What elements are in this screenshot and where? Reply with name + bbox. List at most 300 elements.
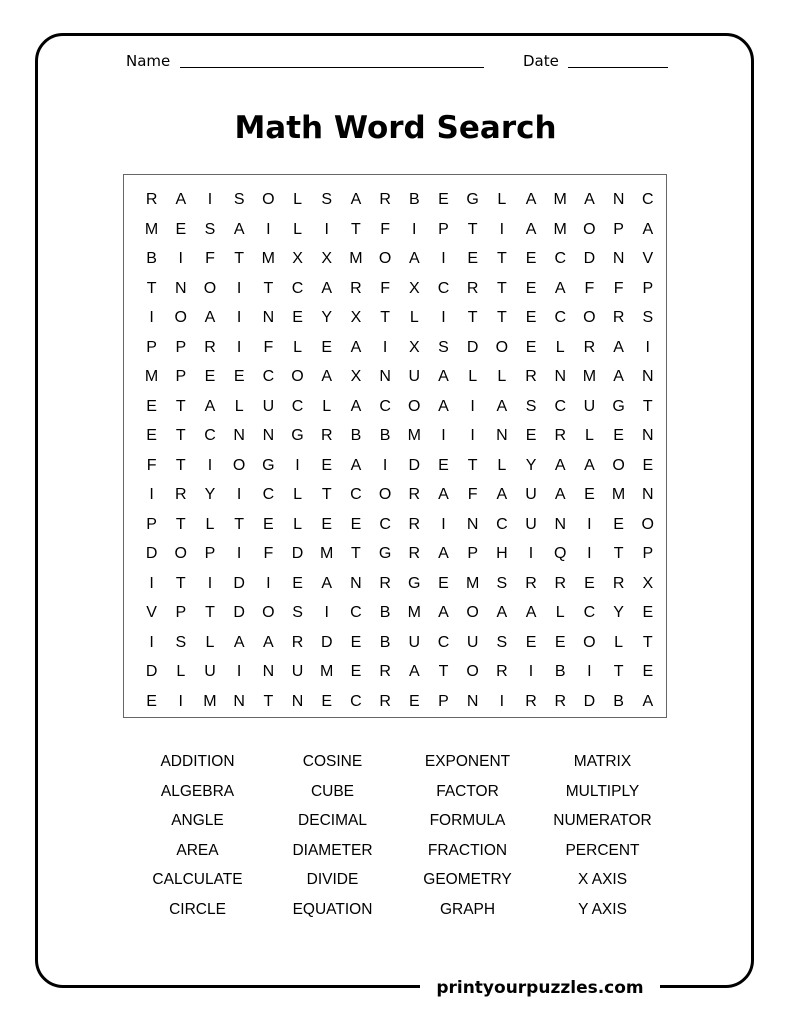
grid-letter: T <box>613 545 624 562</box>
grid-letter: I <box>324 220 329 238</box>
grid-row <box>137 362 662 392</box>
grid-letter: T <box>146 279 157 297</box>
grid-letter: I <box>499 692 505 710</box>
grid-letter: R <box>350 279 362 297</box>
grid-letter: I <box>645 338 650 356</box>
grid-letter: X <box>292 250 303 267</box>
grid-letter: I <box>587 663 592 680</box>
grid-letter: L <box>497 368 507 385</box>
grid-letter: R <box>379 191 391 208</box>
grid-letter: I <box>178 250 183 267</box>
grid-letter: L <box>205 515 215 533</box>
grid-letter: F <box>613 279 624 297</box>
word-list-item: CUBE <box>310 782 355 800</box>
grid-letter: S <box>642 309 654 326</box>
grid-letter: N <box>612 250 625 267</box>
grid-letter: P <box>642 545 654 562</box>
grid-letter: I <box>236 663 242 680</box>
grid-letter: R <box>320 427 333 444</box>
grid-letter: R <box>612 574 625 592</box>
grid-letter: L <box>555 604 565 621</box>
grid-row <box>137 657 662 687</box>
grid-row <box>137 687 662 717</box>
grid-letter: C <box>437 279 450 297</box>
grid-letter: A <box>642 692 654 710</box>
grid-letter: X <box>350 309 362 326</box>
grid-letter: C <box>350 692 362 710</box>
grid-letter: M <box>465 574 480 592</box>
word-list-item: Y AXIS <box>578 900 627 918</box>
grid-letter: X <box>350 368 362 385</box>
grid-letter: M <box>261 250 275 267</box>
grid-letter: T <box>351 545 361 562</box>
grid-letter: E <box>350 633 362 651</box>
grid-letter: A <box>525 220 537 238</box>
grid-letter: Q <box>553 545 567 562</box>
grid-letter: I <box>149 574 154 592</box>
grid-letter: L <box>205 633 215 651</box>
grid-letter: N <box>350 574 362 592</box>
grid-letter: A <box>438 397 449 415</box>
grid-letter: I <box>470 427 475 444</box>
grid-letter: N <box>554 368 566 385</box>
grid-letter: E <box>525 338 537 356</box>
grid-letter: P <box>204 545 216 562</box>
grid-letter: L <box>409 309 419 326</box>
grid-letter: S <box>233 191 245 208</box>
grid-letter: I <box>178 692 183 710</box>
grid-letter: B <box>613 692 624 710</box>
grid-letter: A <box>554 279 566 297</box>
grid-letter: A <box>204 397 216 415</box>
grid-letter: E <box>554 633 566 651</box>
grid-letter: N <box>612 191 625 208</box>
grid-row <box>137 510 662 540</box>
grid-letter: L <box>584 427 594 444</box>
grid-letter: T <box>642 397 653 415</box>
grid-letter: C <box>554 250 566 267</box>
grid-letter: E <box>292 574 303 592</box>
grid-letter: T <box>263 692 274 710</box>
grid-letter: P <box>175 338 187 356</box>
grid-letter: M <box>320 663 334 680</box>
word-list-item: DECIMAL <box>298 812 367 829</box>
grid-letter: L <box>293 486 302 503</box>
grid-letter: I <box>528 663 534 680</box>
grid-letter: S <box>438 338 449 356</box>
grid-letter: G <box>378 545 392 562</box>
grid-letter: I <box>382 338 388 356</box>
grid-letter: L <box>497 191 507 208</box>
grid-letter: C <box>642 191 654 208</box>
grid-letter: C <box>350 604 362 621</box>
grid-letter: B <box>379 427 391 444</box>
grid-letter: R <box>496 663 508 680</box>
grid-letter: C <box>291 397 304 415</box>
grid-letter: A <box>350 397 362 415</box>
grid-letter: U <box>262 397 275 415</box>
grid-letter: I <box>149 486 154 503</box>
grid-letter: T <box>175 574 186 592</box>
grid-letter: N <box>642 486 654 503</box>
grid-letter: L <box>176 663 186 680</box>
grid-letter: E <box>408 692 420 710</box>
grid-letter: T <box>467 456 478 474</box>
grid-letter: L <box>293 338 302 356</box>
grid-letter: T <box>175 456 186 474</box>
grid-letter: A <box>438 368 449 385</box>
grid-letter: I <box>441 250 446 267</box>
grid-letter: C <box>379 515 391 533</box>
grid-letter: T <box>321 486 332 503</box>
grid-letter: A <box>204 309 216 326</box>
grid-letter: T <box>496 250 507 267</box>
grid-letter: C <box>350 486 362 503</box>
grid-row <box>137 480 662 510</box>
grid-letter: N <box>466 692 479 710</box>
grid-letter: F <box>467 486 478 503</box>
grid-letter: I <box>587 545 592 562</box>
name-label: Name <box>126 52 171 70</box>
grid-letter: I <box>324 604 329 621</box>
grid-letter: A <box>496 604 508 621</box>
grid-letter: S <box>496 633 508 651</box>
grid-row <box>137 244 662 274</box>
grid-letter: S <box>204 220 216 238</box>
grid-letter: A <box>554 486 566 503</box>
word-list-item: EXPONENT <box>424 753 511 770</box>
grid-letter: I <box>412 220 417 238</box>
grid-letter: A <box>584 456 595 474</box>
grid-letter: M <box>144 368 159 385</box>
grid-letter: E <box>438 574 449 592</box>
grid-letter: R <box>175 486 187 503</box>
grid-letter: B <box>554 663 566 680</box>
grid-letter: T <box>205 604 215 621</box>
grid-letter: I <box>587 515 592 533</box>
grid-letter: E <box>525 427 537 444</box>
grid-letter: E <box>525 250 537 267</box>
grid-letter: P <box>642 279 654 297</box>
grid-letter: D <box>466 338 479 356</box>
grid-letter: D <box>583 692 596 710</box>
grid-letter: L <box>293 220 302 238</box>
grid-letter: D <box>233 574 245 592</box>
grid-letter: O <box>174 309 187 326</box>
grid-letter: T <box>467 309 478 326</box>
word-list-item: COSINE <box>302 753 363 770</box>
grid-letter: G <box>408 574 421 592</box>
grid-letter: A <box>321 574 333 592</box>
grid-letter: I <box>236 309 242 326</box>
grid-letter: R <box>145 191 158 208</box>
grid-letter: O <box>583 220 596 238</box>
grid-letter: E <box>146 692 157 710</box>
date-line <box>568 67 668 68</box>
grid-letter: E <box>467 250 478 267</box>
grid-letter: A <box>525 191 537 208</box>
grid-letter: D <box>291 545 304 562</box>
grid-letter: I <box>207 191 213 208</box>
grid-letter: B <box>379 604 391 621</box>
grid-letter: P <box>146 515 157 533</box>
grid-letter: H <box>496 545 508 562</box>
grid-letter: D <box>320 633 333 651</box>
grid-letter: E <box>438 456 449 474</box>
grid-letter: F <box>205 250 215 267</box>
grid-letter: P <box>438 692 449 710</box>
grid-letter: A <box>642 220 654 238</box>
grid-letter: I <box>207 574 213 592</box>
grid-letter: C <box>583 604 596 621</box>
grid-letter: D <box>583 250 596 267</box>
grid-letter: N <box>233 692 245 710</box>
grid-letter: N <box>466 515 479 533</box>
word-list-item: EQUATION <box>292 900 373 918</box>
grid-letter: R <box>554 574 566 592</box>
grid-letter: C <box>291 279 304 297</box>
grid-letter: N <box>262 427 275 444</box>
grid-letter: S <box>321 191 333 208</box>
grid-letter: E <box>584 486 595 503</box>
grid-letter: I <box>236 279 242 297</box>
grid-letter: L <box>468 368 478 385</box>
grid-letter: R <box>583 338 596 356</box>
grid-letter: X <box>642 574 654 592</box>
grid-letter: D <box>145 545 158 562</box>
grid-letter: I <box>441 515 446 533</box>
grid-letter: R <box>554 427 566 444</box>
grid-letter: C <box>262 486 275 503</box>
word-list-item: PERCENT <box>565 841 640 859</box>
grid-letter: T <box>380 309 390 326</box>
grid-letter: L <box>293 515 302 533</box>
grid-letter: A <box>175 191 187 208</box>
grid-letter: O <box>378 250 392 267</box>
grid-letter: X <box>408 279 420 297</box>
word-list-item: FACTOR <box>436 782 499 800</box>
grid-letter: R <box>408 545 421 562</box>
grid-row <box>137 185 662 215</box>
grid-letter: T <box>496 309 507 326</box>
grid-letter: M <box>611 486 626 503</box>
grid-letter: L <box>497 456 507 474</box>
grid-row <box>137 598 662 628</box>
grid-letter: R <box>379 692 391 710</box>
grid-letter: T <box>263 279 274 297</box>
grid-letter: M <box>553 220 567 238</box>
grid-letter: A <box>350 191 362 208</box>
grid-letter: T <box>175 427 186 444</box>
grid-letter: O <box>641 515 654 533</box>
grid-letter: O <box>232 456 246 474</box>
grid-letter: U <box>408 633 421 651</box>
word-list-item: GEOMETRY <box>423 871 512 888</box>
grid-letter: N <box>379 368 391 385</box>
grid-letter: C <box>496 515 508 533</box>
grid-letter: A <box>350 456 362 474</box>
grid-letter: O <box>495 338 509 356</box>
grid-letter: E <box>292 309 303 326</box>
word-list-item: FRACTION <box>427 841 508 859</box>
grid-letter: A <box>233 220 245 238</box>
grid-letter: I <box>266 220 271 238</box>
footer-site: printyourpuzzles.com <box>420 975 660 1001</box>
grid-row <box>137 451 662 481</box>
grid-letter: M <box>553 191 567 208</box>
grid-letter: N <box>291 692 304 710</box>
word-list-item: MULTIPLY <box>565 782 640 800</box>
grid-letter: R <box>291 633 304 651</box>
word-list-item: DIAMETER <box>292 841 373 859</box>
grid-letter: T <box>175 515 186 533</box>
grid-letter: R <box>466 279 479 297</box>
grid-letter: E <box>613 515 624 533</box>
grid-letter: Y <box>204 486 216 503</box>
grid-letter: L <box>555 338 565 356</box>
grid-letter: E <box>584 574 595 592</box>
word-list-item: NUMERATOR <box>553 812 652 829</box>
grid-letter: F <box>263 338 274 356</box>
grid-letter: R <box>525 368 537 385</box>
grid-letter: M <box>144 220 159 238</box>
grid-letter: E <box>146 397 157 415</box>
grid-letter: L <box>234 397 244 415</box>
grid-letter: R <box>612 309 625 326</box>
grid-letter: T <box>234 250 245 267</box>
grid-letter: S <box>496 574 508 592</box>
grid-letter: S <box>525 397 537 415</box>
grid-letter: I <box>528 545 534 562</box>
grid-row <box>137 215 662 245</box>
grid-letter: O <box>262 191 275 208</box>
grid-letter: E <box>525 633 537 651</box>
word-list-item: DIVIDE <box>306 871 359 888</box>
grid-letter: G <box>466 191 479 208</box>
grid-letter: C <box>554 309 566 326</box>
grid-letter: T <box>175 397 186 415</box>
grid-letter: E <box>233 368 245 385</box>
grid-letter: C <box>554 397 566 415</box>
grid-letter: O <box>583 633 596 651</box>
grid-letter: M <box>320 545 334 562</box>
grid-letter: E <box>525 309 537 326</box>
grid-letter: I <box>266 574 271 592</box>
word-list-item: ANGLE <box>171 812 224 829</box>
grid-letter: I <box>236 486 242 503</box>
grid-letter: P <box>175 604 187 621</box>
grid-letter: N <box>175 279 187 297</box>
grid-row <box>137 333 662 363</box>
grid-letter: I <box>499 220 505 238</box>
grid-letter: A <box>263 633 274 651</box>
grid-letter: E <box>642 604 654 621</box>
grid-letter: A <box>408 663 420 680</box>
grid-letter: R <box>554 692 566 710</box>
grid-letter: E <box>613 427 624 444</box>
grid-letter: A <box>408 250 420 267</box>
grid-letter: E <box>321 515 333 533</box>
grid-letter: I <box>441 427 446 444</box>
grid-letter: V <box>146 604 157 621</box>
grid-letter: A <box>525 604 537 621</box>
grid-letter: A <box>613 368 624 385</box>
grid-letter: T <box>438 663 449 680</box>
grid-letter: I <box>149 309 154 326</box>
grid-letter: I <box>295 456 300 474</box>
grid-letter: A <box>438 604 449 621</box>
grid-letter: O <box>583 309 596 326</box>
grid-letter: P <box>175 368 187 385</box>
grid-letter: X <box>408 338 420 356</box>
grid-letter: F <box>584 279 595 297</box>
grid-letter: A <box>438 486 449 503</box>
grid-letter: O <box>203 279 217 297</box>
grid-letter: P <box>438 220 449 238</box>
grid-letter: R <box>204 338 216 356</box>
grid-letter: I <box>207 456 213 474</box>
grid-letter: E <box>350 515 362 533</box>
grid-letter: O <box>291 368 304 385</box>
grid-letter: R <box>525 692 537 710</box>
grid-letter: U <box>408 368 421 385</box>
grid-letter: C <box>204 427 216 444</box>
grid-letter: O <box>378 486 392 503</box>
grid-row <box>137 539 662 569</box>
grid-letter: G <box>291 427 304 444</box>
grid-letter: U <box>291 663 304 680</box>
grid-row <box>137 303 662 333</box>
grid-letter: U <box>583 397 596 415</box>
word-list-item: X AXIS <box>577 871 628 888</box>
grid-letter: A <box>496 397 508 415</box>
grid-letter: I <box>441 309 446 326</box>
grid-row <box>137 628 662 658</box>
grid-letter: E <box>321 692 333 710</box>
grid-letter: A <box>496 486 508 503</box>
grid-letter: E <box>642 663 654 680</box>
word-list-item: CIRCLE <box>169 900 226 918</box>
grid-letter: I <box>149 633 154 651</box>
grid-letter: R <box>379 663 391 680</box>
grid-letter: I <box>236 545 242 562</box>
letter-grid <box>137 185 662 716</box>
grid-letter: A <box>438 545 449 562</box>
grid-letter: M <box>582 368 597 385</box>
grid-letter: P <box>146 338 157 356</box>
grid-letter: G <box>612 397 625 415</box>
grid-letter: E <box>175 220 187 238</box>
grid-row <box>137 274 662 304</box>
grid-letter: B <box>379 633 391 651</box>
grid-letter: T <box>351 220 361 238</box>
grid-letter: F <box>263 545 274 562</box>
grid-letter: O <box>408 397 421 415</box>
word-list-item: GRAPH <box>439 900 496 918</box>
page-title: Math Word Search <box>234 110 557 146</box>
grid-letter: T <box>234 515 245 533</box>
grid-letter: Y <box>613 604 624 621</box>
grid-letter: S <box>292 604 303 621</box>
grid-letter: B <box>408 191 420 208</box>
grid-letter: A <box>350 338 362 356</box>
grid-letter: D <box>408 456 421 474</box>
grid-letter: M <box>349 250 363 267</box>
grid-row <box>137 421 662 451</box>
name-line <box>180 67 484 68</box>
grid-letter: N <box>642 368 654 385</box>
grid-letter: S <box>175 633 187 651</box>
